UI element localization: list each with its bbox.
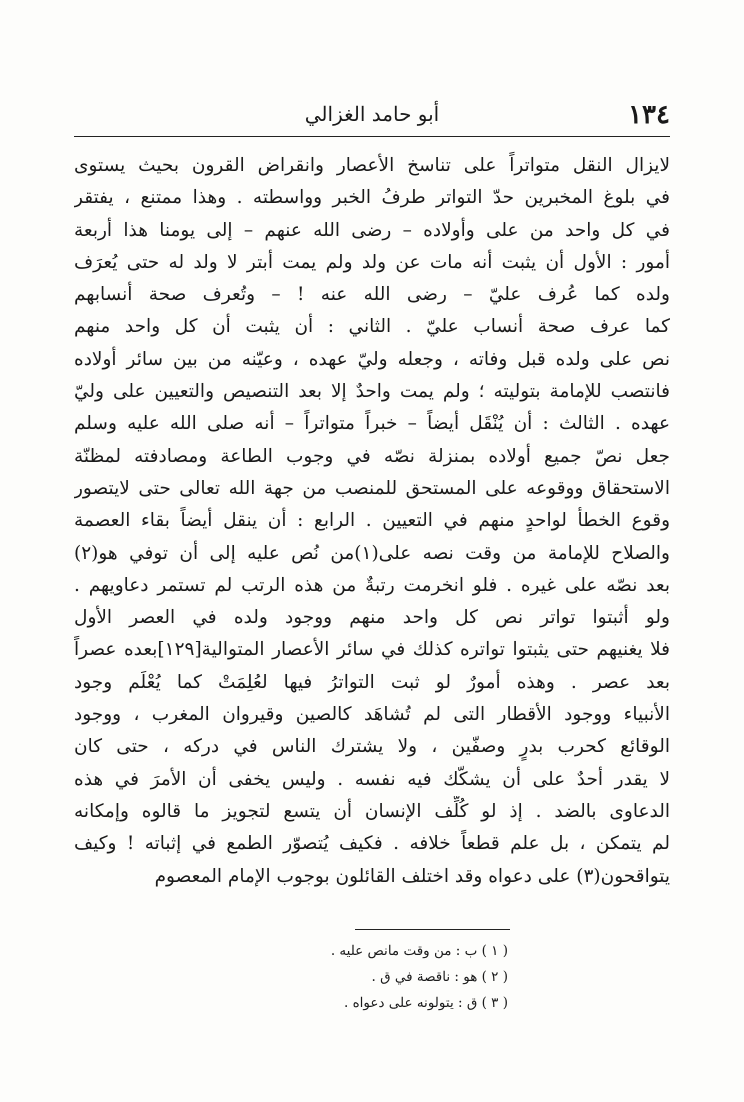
footnote-divider <box>355 929 510 930</box>
text-line: الاستحقاق ووقوعه على المستحق للمنصب من جهة الله تعالى حتى لايتصور <box>74 477 670 499</box>
footnote: ( ١ ) ب : من وقت مانص عليه . <box>330 943 508 959</box>
footnote: ( ٣ ) ق : يتولونه على دعواه . <box>344 995 508 1011</box>
text-line: نص على ولده قبل وفاته ، وجعله وليّ عهده ، وعيّنه من بين سائر أولاده <box>74 348 670 370</box>
running-title: أبو حامد الغزالي <box>304 102 440 126</box>
page-header <box>74 92 670 137</box>
text-line: ولده كما عُرف عليّ – رضى الله عنه ! – وتُعرف صحة أنسابهم <box>74 284 670 306</box>
text-line: لا يقدر أحدٌ على أن يشكّك فيه نفسه . وليس يخفى أن الأمرَ في هذه <box>74 768 670 790</box>
text-line: عهده . الثالث : أن يُنْقَل أيضاً – خبراً متواتراً – أنه صلى الله عليه وسلم <box>74 413 670 435</box>
text-line: الدعاوى بالضد . إذ لو كُلِّف الإنسان أن يتسع لتجويز ما قالوه وإمكانه <box>74 800 670 822</box>
text-line: كما عرف صحة أنساب عليّ . الثاني : أن يثبت أن كل واحد منهم <box>74 316 670 338</box>
text-line: بعد نصّه على غيره . فلو انخرمت رتبةٌ من هذه الرتب لم تستمر دعاويهم . <box>74 574 670 596</box>
text-line: والصلاح للإمامة من وقت نصه على(١)من نُص عليه إلى أن توفي هو(٢) <box>74 542 670 564</box>
text-line: فلا يغنيهم حتى يثبتوا تواتره كذلك في سائر الأعصار المتوالية[١٢٩]بعده عصراً <box>74 639 670 661</box>
main-text <box>74 150 670 893</box>
footnotes <box>74 938 508 1016</box>
footnote: ( ٢ ) هو : ناقصة في ق . <box>371 969 508 985</box>
text-line: وقوع الخطأ لواحدٍ منهم في التعيين . الرابع : أن ينقل أيضاً بقاء العصمة <box>74 510 670 532</box>
text-line: بعد عصر . وهذه أمورٌ لو ثبت التواترُ فيها لعُلِمَتْ كما يُعْلَم وجود <box>74 671 670 693</box>
page-number: ١٣٤ <box>628 100 670 130</box>
text-line: لم يتمكن ، بل علم قطعاً خلافه . فكيف يُتصوّر الطمع في إثباته ! وكيف <box>74 833 670 855</box>
text-line: جعل نصّ جميع أولاده بمنزلة نصّه في وجوب الطاعة ومصادفته لمظنّة <box>74 445 670 467</box>
text-line: في كل واحد من على وأولاده – رضى الله عنهم – إلى يومنا هذا أربعة <box>74 219 670 241</box>
text-line: لايزال النقل متواتراً على تناسخ الأعصار وانقراض القرون بحيث يستوى <box>74 155 670 176</box>
text-line: أمور : الأول أن يثبت أنه مات عن ولد ولم يمت أبتر لا ولد له حتى يُعرَف <box>74 251 670 273</box>
text-line: فانتصب للإمامة بتوليته ؛ ولم يمت واحدٌ إلا بعد التنصيص والتعيين على وليّ <box>74 381 670 403</box>
text-line: يتواقحون(٣) على دعواه وقد اختلف القائلون بوجوب الإمام المعصوم <box>154 865 670 887</box>
text-line: الوقائع كحرب بدرٍ وصفّين ، ولا يشترك الناس في دركه ، حتى كان <box>74 736 670 758</box>
text-line: في بلوغ المخبرين حدّ التواتر طرفُ الخبر وواسطته . وهذا ممتنع ، يفتقر <box>74 187 670 209</box>
text-line: الأنبياء ووجود الأقطار التى لم تُشاهَد كالصين وقيروان المغرب ، ووجود <box>74 704 670 726</box>
text-line: ولو أثبتوا تواتر نص كل واحد منهم ووجود ولده في العصر الأول <box>74 607 670 629</box>
